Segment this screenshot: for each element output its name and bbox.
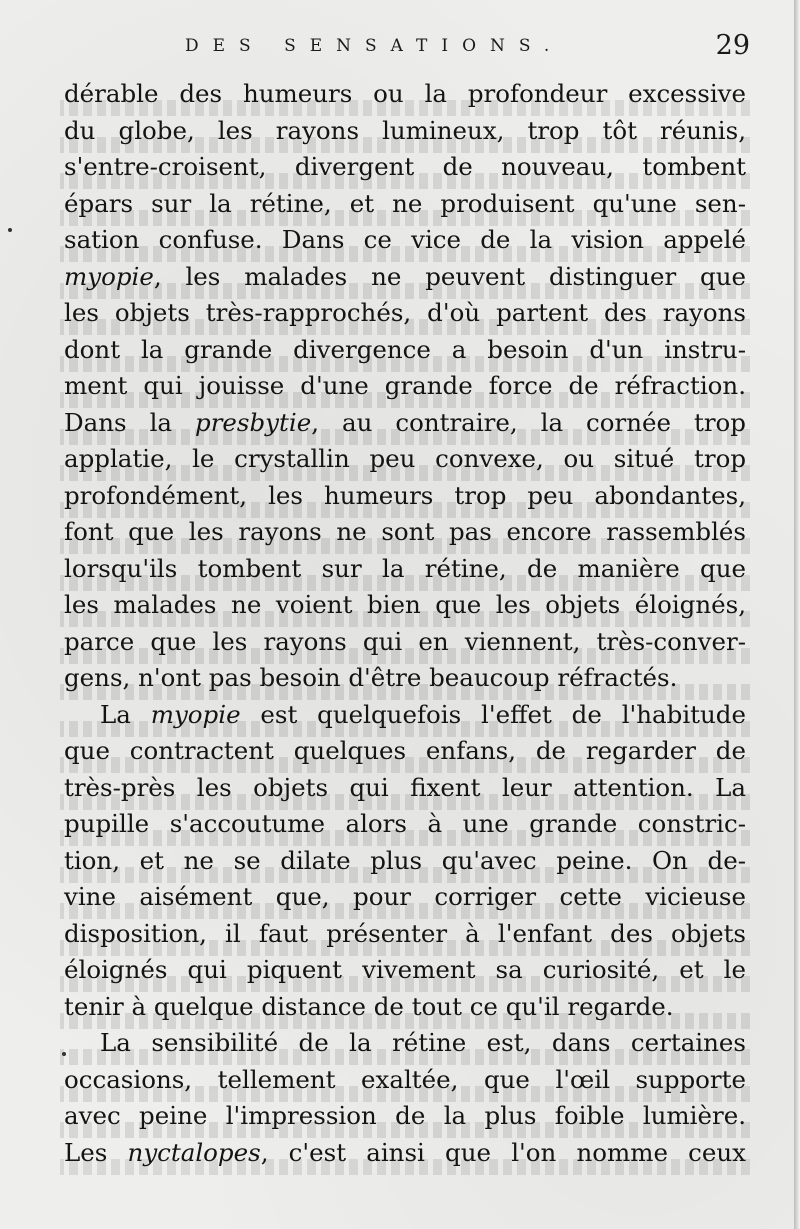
text-line: Les nyctalopes, c'est ainsi que l'on nomme ceux	[64, 1137, 747, 1167]
text-line: vine aisément que, pour corriger cette vicieuse	[64, 882, 746, 911]
text-line: ment qui jouisse d'une grande force de réfraction.	[64, 371, 746, 400]
text-line: profondément, les humeurs trop peu abondantes,	[64, 480, 746, 510]
text-line: lorsqu'ils tombent sur la rétine, de manière que	[64, 553, 746, 583]
text-line-paragraph-end: tenir à quelque distance de tout ce qu'il regarde.	[64, 991, 674, 1021]
text-line: s'entre-croisent, divergent de nouveau, tombent	[64, 152, 746, 181]
text-line: épars sur la rétine, et ne produisent qu'une sen-	[64, 188, 746, 218]
text-line: disposition, il faut présenter à l'enfant des objets	[64, 918, 746, 948]
text-line: dérable des humeurs ou la profondeur excessive	[64, 79, 746, 108]
text-line: pupille s'accoutume alors à une grande constric-	[64, 809, 746, 838]
text-line: que contractent quelques enfans, de regarder de	[64, 736, 746, 765]
text-line-paragraph-end: gens, n'ont pas besoin d'être beaucoup réfractés.	[64, 663, 678, 692]
text-line: avec peine l'impression de la plus foible lumière.	[64, 1101, 746, 1130]
text-line: sation confuse. Dans ce vice de la vision appelé	[64, 225, 746, 254]
page-edge-shadow	[794, 0, 800, 1229]
text-line: très-près les objets qui fixent leur attention. La	[64, 772, 746, 802]
margin-speck	[62, 1052, 66, 1056]
text-line: du globe, les rayons lumineux, trop tôt réunis,	[64, 115, 746, 145]
text-line: tion, et ne se dilate plus qu'avec peine. On de-	[64, 845, 746, 875]
text-line-paragraph-start: La myopie est quelquefois l'effet de l'habitude	[100, 699, 746, 729]
page-number: 29	[715, 30, 750, 61]
text-line: font que les rayons ne sont pas encore rassemblés	[64, 517, 746, 546]
text-line: éloignés qui piquent vivement sa curiosité, et le	[64, 955, 746, 984]
text-line: Dans la presbytie, au contraire, la cornée trop	[64, 407, 746, 437]
body-text	[64, 76, 746, 1171]
text-line: les malades ne voient bien que les objets éloignés,	[64, 590, 746, 619]
margin-speck	[8, 228, 12, 232]
text-line: applatie, le crystallin peu convexe, ou situé trop	[64, 444, 746, 473]
text-line: myopie, les malades ne peuvent distinguer que	[64, 261, 746, 291]
running-head	[60, 30, 750, 70]
running-title: DES SENSATIONS.	[185, 36, 564, 56]
text-line: dont la grande divergence a besoin d'un instru-	[64, 334, 746, 364]
text-line: parce que les rayons qui en viennent, très-conver-	[64, 626, 746, 656]
text-line: occasions, tellement exaltée, que l'œil supporte	[64, 1064, 746, 1094]
text-line: les objets très-rapprochés, d'où partent des rayons	[64, 298, 746, 327]
text-line-paragraph-start: La sensibilité de la rétine est, dans certaines	[100, 1028, 746, 1057]
